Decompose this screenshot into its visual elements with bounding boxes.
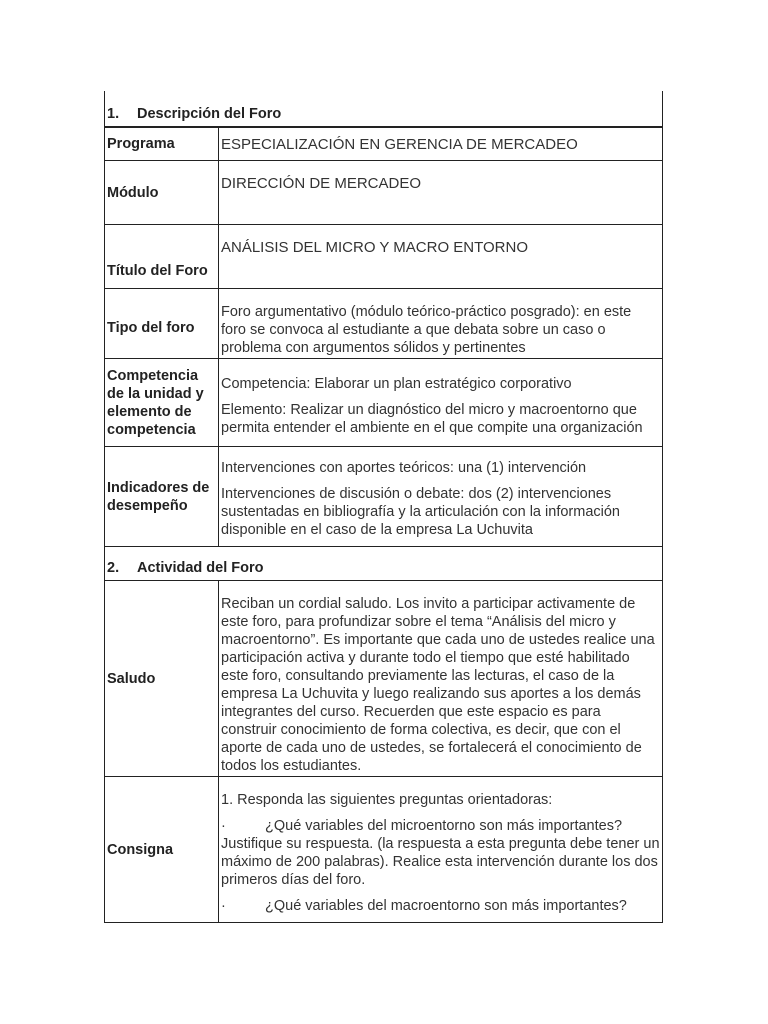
row-indicadores (104, 447, 663, 547)
label-consigna: Consigna (105, 777, 219, 922)
value-tipo: Foro argumentativo (módulo teórico-práctico posgrado): en este foro se convoca al estudiante a que debata sobre un caso o problema con argumentos sólidos y pertinentes (221, 304, 632, 356)
label-tipo: Tipo del foro (105, 289, 219, 358)
indicador-debate: Intervenciones de discusión o debate: dos (2) intervenciones sustentadas en bibliografía y la articulación con la información disponible en el caso de la empresa La Uchuvita (221, 486, 620, 538)
section-title: Actividad del Foro (137, 560, 264, 576)
section-header-descripcion (104, 91, 663, 127)
elemento-text: Elemento: Realizar un diagnóstico del micro y macroentorno que permita entender el ambiente en el que compite una organización (221, 402, 643, 436)
value-indicadores (219, 447, 662, 546)
value-saludo: Reciban un cordial saludo. Los invito a participar activamente de este foro, para profundizar sobre el tema “Análisis del micro y macroentorno”. Es importante que cada uno de ustedes realice una participación activa y durante todo el tiempo que esté habilitado este foro, consultando previamente las lecturas, el caso de la empresa La Uchuvita y luego realizando sus aportes a los demás integrantes del curso. Recuerden que este espacio es para construir conocimiento de forma colectiva, es decir, que con el aporte de cada uno de ustedes, se fortalecerá el conocimiento de todos los estudiantes. (221, 596, 655, 774)
foro-table (104, 91, 663, 923)
consigna-question-2: · ¿Qué variables del macroentorno son más importantes? (221, 898, 627, 914)
consigna-question-1: · ¿Qué variables del microentorno son más importantes? Justifique su respuesta. (la respuesta a esta pregunta debe tener un máximo de 200 palabras). Realice esta intervención durante los dos primeros días del foro. (221, 818, 660, 888)
bullet-icon: · (221, 818, 226, 834)
row-programa (104, 127, 663, 161)
value-modulo: DIRECCIÓN DE MERCADEO (221, 175, 422, 192)
indicador-teoricos: Intervenciones con aportes teóricos: una (1) intervención (221, 460, 587, 476)
row-tipo (104, 289, 663, 359)
label-saludo: Saludo (105, 581, 219, 776)
value-programa: ESPECIALIZACIÓN EN GERENCIA DE MERCADEO (221, 136, 578, 153)
section-number: 2. (107, 560, 120, 576)
label-indicadores: Indicadores de desempeño (105, 447, 219, 546)
label-competencia: Competencia de la unidad y elemento de competencia (105, 359, 219, 446)
consigna-intro: 1. Responda las siguientes preguntas orientadoras: (221, 792, 553, 808)
value-titulo: ANÁLISIS DEL MICRO Y MACRO ENTORNO (221, 239, 529, 256)
label-titulo: Título del Foro (105, 225, 219, 288)
section-header-actividad (104, 547, 663, 581)
row-modulo (104, 161, 663, 225)
label-modulo: Módulo (105, 161, 219, 224)
section-number: 1. (107, 106, 120, 122)
row-consigna (104, 777, 663, 923)
label-programa: Programa (105, 128, 219, 160)
bullet-icon: · (221, 898, 226, 914)
row-saludo (104, 581, 663, 777)
value-competencia (219, 359, 662, 446)
competencia-text: Competencia: Elaborar un plan estratégico corporativo (221, 376, 572, 392)
row-titulo (104, 225, 663, 289)
value-consigna (219, 777, 662, 922)
row-competencia (104, 359, 663, 447)
section-title: Descripción del Foro (137, 106, 282, 122)
